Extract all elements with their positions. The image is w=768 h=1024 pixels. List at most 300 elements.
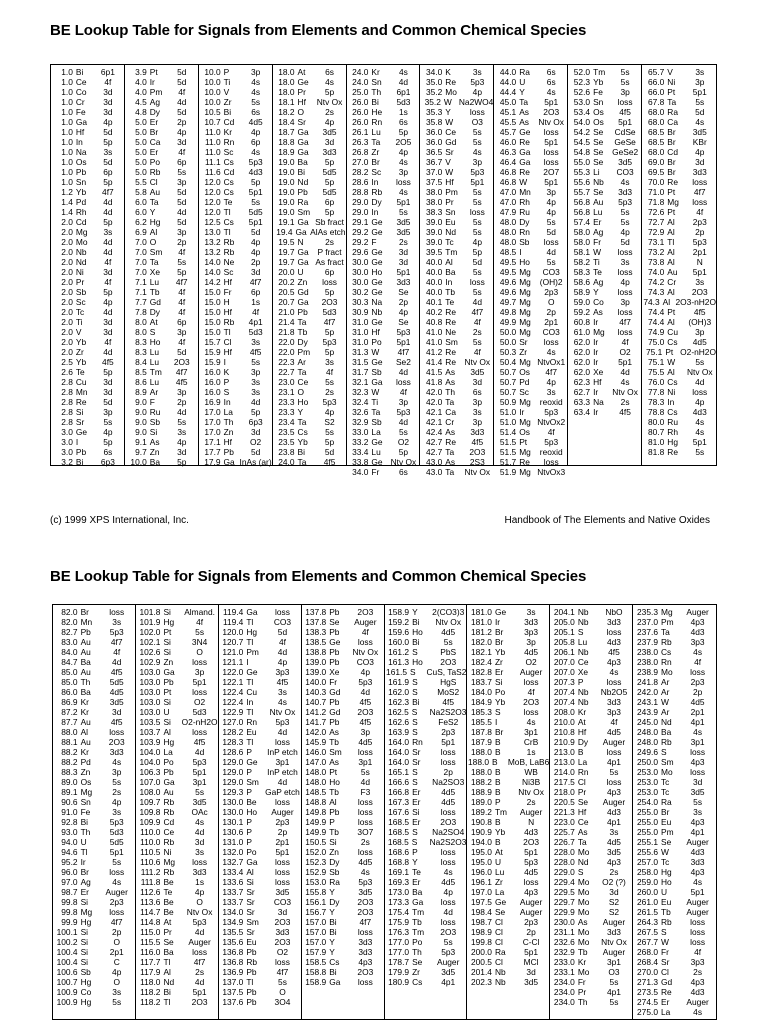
species-cell: O2	[619, 347, 631, 357]
binding-energy-cell: 2.0	[61, 247, 73, 257]
table-row	[219, 917, 301, 927]
table-row	[302, 837, 384, 847]
binding-energy-cell: 62.0	[573, 347, 591, 357]
binding-energy-cell: 187.9	[470, 737, 492, 747]
table-row	[385, 727, 467, 737]
binding-energy-cell: 75.1	[647, 357, 665, 367]
binding-energy-cell: 161.3	[388, 657, 410, 667]
binding-energy-cell: 62.0	[573, 357, 591, 367]
element-cell: Tb	[445, 287, 456, 297]
element-cell: Ga	[297, 217, 309, 227]
element-cell: Mn	[80, 617, 93, 627]
binding-energy-cell: 36.7	[425, 157, 443, 167]
binding-energy-cell: 19.1	[278, 217, 295, 227]
binding-energy-cell: 12.0	[204, 187, 221, 197]
element-cell: Rh	[667, 427, 678, 437]
table-row	[53, 647, 135, 657]
binding-energy-cell: 83.0	[61, 637, 78, 647]
element-cell: Mg	[519, 357, 531, 367]
table-row	[642, 167, 716, 177]
binding-energy-cell: 237.0	[637, 617, 658, 627]
element-cell: Pb	[329, 657, 340, 667]
binding-energy-cell: 38.0	[425, 187, 443, 197]
species-cell: 5p1	[692, 87, 707, 97]
species-cell: OAc	[191, 807, 208, 817]
binding-energy-cell: 200.5	[470, 957, 492, 967]
table-row	[568, 157, 641, 167]
table-row	[420, 447, 493, 457]
species-cell: 5s	[177, 417, 187, 427]
binding-energy-cell: 169.1	[388, 867, 410, 877]
species-cell: 2p3	[275, 817, 290, 827]
binding-energy-cell: 74.4	[647, 307, 665, 317]
table-row	[642, 197, 716, 207]
table-row	[550, 767, 632, 777]
species-cell: 3p	[695, 77, 705, 87]
binding-energy-cell: 120.0	[222, 627, 244, 637]
species-cell: Auger	[519, 667, 543, 677]
table-row	[550, 667, 632, 677]
table-column	[51, 65, 125, 465]
table-row	[219, 857, 301, 867]
element-cell: Zr	[494, 657, 503, 667]
element-cell: Pt	[667, 87, 676, 97]
binding-energy-cell: 2.5	[61, 357, 73, 367]
binding-energy-cell: 73.8	[647, 257, 665, 267]
species-cell: 4f5	[359, 717, 372, 727]
binding-energy-cell: 229.0	[553, 867, 575, 877]
element-cell: Zr	[494, 877, 503, 887]
binding-energy-cell: 181.0	[470, 607, 492, 617]
element-cell: Tb	[577, 947, 588, 957]
binding-energy-cell: 76.0	[647, 377, 665, 387]
element-cell: Ce	[445, 127, 457, 137]
table-row	[642, 417, 716, 427]
element-cell: Pt	[665, 347, 674, 357]
species-cell: 4p3	[690, 757, 705, 767]
element-cell: Co	[593, 297, 604, 307]
table-row	[219, 637, 301, 647]
species-cell: loss	[543, 147, 559, 157]
element-cell: Cd	[163, 817, 175, 827]
species-cell: loss	[192, 947, 208, 957]
species-cell: 4s	[546, 87, 556, 97]
element-cell: Se	[329, 617, 340, 627]
binding-energy-cell: 51.0	[499, 417, 517, 427]
element-cell: Sn	[593, 97, 604, 107]
binding-energy-cell: 2.0	[61, 337, 73, 347]
table-row	[568, 237, 641, 247]
table-row	[633, 717, 716, 727]
table-row	[633, 807, 716, 817]
species-cell: 4d3	[690, 627, 705, 637]
species-cell: Auger	[686, 907, 709, 917]
table-row	[550, 977, 632, 987]
table-row	[420, 457, 493, 467]
element-cell: Mg	[163, 857, 176, 867]
binding-energy-cell: 139.0	[305, 667, 327, 677]
table-row	[633, 917, 716, 927]
species-cell: 3d3	[109, 747, 124, 757]
element-cell: Bi	[329, 917, 337, 927]
binding-energy-cell: 253.0	[637, 787, 658, 797]
element-cell: Cu	[246, 687, 258, 697]
binding-energy-cell: 229.9	[553, 907, 575, 917]
element-cell: Eu	[660, 897, 672, 907]
binding-energy-cell: 18.4	[278, 117, 295, 127]
binding-energy-cell: 148.8	[305, 797, 327, 807]
table-row	[633, 667, 716, 677]
species-cell: 2p	[443, 767, 453, 777]
table-row	[125, 157, 198, 167]
binding-energy-cell: 148.0	[305, 777, 327, 787]
binding-energy-cell: 65.7	[647, 67, 665, 77]
binding-energy-cell: 248.0	[637, 737, 658, 747]
binding-energy-cell: 7.1	[135, 287, 147, 297]
binding-energy-cell: 158.9	[305, 977, 327, 987]
binding-energy-cell: 10.7	[204, 117, 221, 127]
species-cell: 4d	[360, 777, 370, 787]
binding-energy-cell: 120.7	[222, 637, 244, 647]
species-cell: 4f	[278, 637, 286, 647]
element-cell: Rb	[371, 187, 383, 197]
species-cell: 2p	[692, 687, 703, 697]
binding-energy-cell: 5.0	[135, 157, 147, 167]
binding-energy-cell: 102.1	[139, 637, 161, 647]
element-cell: Kr	[371, 67, 380, 77]
element-cell: Hf	[297, 97, 306, 107]
element-cell: Nd	[660, 717, 672, 727]
binding-energy-cell: 164.0	[388, 757, 410, 767]
binding-energy-cell: 89.1	[61, 787, 78, 797]
element-cell: Xe	[593, 367, 604, 377]
element-cell: Zr	[75, 347, 84, 357]
element-cell: Th	[80, 827, 91, 837]
species-cell: 6p3	[248, 417, 263, 427]
table-row	[51, 87, 124, 97]
table-row	[420, 177, 493, 187]
species-cell: 4s	[195, 817, 205, 827]
species-cell: 3s	[177, 427, 187, 437]
binding-energy-cell: 255.6	[637, 847, 658, 857]
element-cell: He	[371, 107, 383, 117]
table-row	[125, 397, 198, 407]
species-cell: 5p1	[275, 847, 290, 857]
table-row	[125, 357, 198, 367]
binding-energy-cell: 2.8	[61, 417, 73, 427]
species-cell: loss	[192, 687, 208, 697]
element-cell: Al	[80, 727, 89, 737]
species-cell: loss	[275, 607, 290, 617]
table-row	[494, 267, 567, 277]
species-cell: 6p	[250, 287, 261, 297]
table-row	[494, 97, 567, 107]
element-cell: Sm	[329, 747, 342, 757]
element-cell: Ta	[577, 837, 587, 847]
table-row	[385, 807, 467, 817]
binding-energy-cell: 19.4	[276, 227, 293, 237]
element-cell: Yb	[75, 337, 87, 347]
table-column	[568, 65, 642, 465]
table-row	[642, 217, 716, 227]
binding-energy-cell: 130.6	[222, 827, 244, 837]
table-row	[199, 437, 272, 447]
element-cell: Te	[412, 867, 421, 877]
binding-energy-cell: 23.3	[278, 397, 295, 407]
species-cell: 3d3	[322, 147, 337, 157]
species-cell: 4s	[251, 77, 261, 87]
species-cell: 5p	[103, 287, 113, 297]
species-cell: 4f	[178, 147, 186, 157]
species-cell: 5d	[103, 127, 113, 137]
element-cell: Tm	[149, 367, 162, 377]
species-cell: 3d	[103, 317, 113, 327]
binding-energy-cell: 204.1	[553, 607, 575, 617]
element-cell: Kr	[80, 707, 89, 717]
binding-energy-cell: 1.0	[61, 177, 73, 187]
table-row	[347, 397, 420, 407]
table-row	[568, 317, 641, 327]
table-row	[568, 277, 641, 287]
binding-energy-cell: 18.7	[278, 127, 295, 137]
species-cell: Ntv Ox	[316, 97, 343, 107]
species-cell: 4d	[194, 977, 205, 987]
binding-energy-cell: 6.9	[135, 227, 147, 237]
element-cell: Ge	[371, 287, 383, 297]
element-cell: Br	[660, 807, 670, 817]
binding-energy-cell: 175.9	[388, 917, 410, 927]
species-cell: 5s	[103, 417, 113, 427]
binding-energy-cell: 182.4	[470, 657, 492, 667]
binding-energy-cell: 136.8	[222, 947, 244, 957]
species-cell: 4p	[250, 127, 261, 137]
element-cell: Nb	[494, 967, 506, 977]
element-cell: Ta	[660, 627, 670, 637]
element-cell: Ba	[660, 727, 672, 737]
table-row	[494, 297, 567, 307]
binding-energy-cell: 35.2	[425, 87, 443, 97]
table-row	[53, 937, 135, 947]
table-row	[467, 647, 549, 657]
table-column	[467, 605, 550, 1019]
binding-energy-cell: 254.0	[637, 797, 658, 807]
table-row	[385, 817, 467, 827]
species-cell: 3p3	[690, 957, 705, 967]
species-cell: O	[196, 647, 203, 657]
table-row	[53, 617, 135, 627]
element-cell: Gd	[297, 287, 309, 297]
species-cell: O3	[471, 117, 483, 127]
species-cell: 4s	[251, 87, 261, 97]
element-cell: Bi	[80, 817, 89, 827]
binding-energy-cell: 102.6	[139, 647, 161, 657]
species-cell: 4p1	[606, 817, 621, 827]
binding-energy-cell: 42.0	[425, 387, 443, 397]
species-cell: 3d	[177, 447, 187, 457]
element-cell: Tl	[223, 327, 231, 337]
binding-energy-cell: 32.3	[352, 387, 369, 397]
element-cell: Te	[593, 267, 602, 277]
species-cell: 4f7	[175, 367, 188, 377]
table-row	[347, 257, 420, 267]
element-cell: Y	[329, 907, 335, 917]
element-cell: Br	[667, 157, 676, 167]
element-cell: Mo	[577, 847, 590, 857]
element-cell: Ta	[445, 397, 455, 407]
table-row	[494, 177, 567, 187]
binding-energy-cell: 273.5	[637, 987, 658, 997]
element-cell: Si	[163, 637, 171, 647]
element-cell: P	[329, 817, 335, 827]
species-cell: 5p	[103, 367, 113, 377]
table-row	[51, 437, 124, 447]
binding-energy-cell: 135.6	[222, 937, 244, 947]
binding-energy-cell: 122.1	[222, 677, 244, 687]
binding-energy-cell: 23.5	[278, 427, 295, 437]
species-cell: loss	[523, 877, 539, 887]
table-row	[642, 77, 716, 87]
binding-energy-cell: 8.9	[135, 387, 147, 397]
binding-energy-cell: 6.2	[135, 217, 147, 227]
species-cell: 5p1	[192, 987, 207, 997]
table-row	[568, 97, 641, 107]
table-row	[219, 927, 301, 937]
table-row	[136, 907, 218, 917]
element-cell: Mg	[660, 607, 673, 617]
binding-energy-cell: 100.9	[56, 997, 78, 1007]
element-cell: Br	[667, 127, 676, 137]
element-cell: As	[329, 757, 339, 767]
species-cell: CO3	[356, 657, 374, 667]
element-cell: Al	[667, 247, 675, 257]
species-cell: 3s	[112, 987, 122, 997]
element-cell: Hf	[75, 127, 85, 137]
element-cell: V	[445, 157, 451, 167]
table-row	[568, 107, 641, 117]
binding-energy-cell: 70.0	[647, 177, 665, 187]
species-cell: GeSe2	[612, 147, 639, 157]
species-cell: Ni3B	[522, 777, 541, 787]
table-row	[494, 357, 567, 367]
binding-energy-cell: 92.8	[61, 817, 78, 827]
table-row	[136, 847, 218, 857]
table-row	[550, 777, 632, 787]
table-row	[420, 357, 493, 367]
element-cell: Ra	[667, 107, 678, 117]
species-cell: O2	[194, 697, 206, 707]
element-cell: Ra	[297, 197, 309, 207]
table-row	[385, 687, 467, 697]
species-cell: 4p	[360, 667, 370, 677]
species-cell: 5p1	[618, 117, 633, 127]
table-row	[273, 367, 346, 377]
binding-energy-cell: 38.3	[425, 207, 443, 217]
species-cell: loss	[617, 247, 633, 257]
binding-energy-cell: 255.0	[637, 827, 658, 837]
species-cell: 5p1	[544, 177, 559, 187]
table-row	[136, 667, 218, 677]
element-cell: Eu	[246, 727, 257, 737]
species-cell: Auger	[354, 617, 377, 627]
table-row	[302, 677, 384, 687]
copyright-footer: (c) 1999 XPS International, Inc.	[50, 515, 189, 526]
binding-energy-cell: 61.0	[573, 327, 591, 337]
element-cell: Ge	[371, 277, 383, 287]
element-cell: Cs	[297, 427, 308, 437]
element-cell: Na	[75, 147, 87, 157]
species-cell: 5d5	[322, 187, 337, 197]
element-cell: Al	[329, 797, 337, 807]
table-row	[53, 717, 135, 727]
binding-energy-cell: 44.0	[499, 67, 517, 77]
element-cell: Tb	[329, 787, 339, 797]
species-cell: 1s	[526, 747, 536, 757]
binding-energy-cell: 10.0	[204, 77, 221, 87]
element-cell: U	[519, 77, 526, 87]
table-row	[219, 977, 301, 987]
species-cell: 4p	[546, 197, 556, 207]
binding-energy-cell: 157.0	[305, 917, 327, 927]
species-cell: 4s	[695, 117, 705, 127]
binding-energy-cell: 237.9	[637, 637, 658, 647]
element-cell: Ge	[329, 637, 341, 647]
element-cell: Re	[445, 77, 457, 87]
binding-energy-cell: 130.1	[222, 817, 244, 827]
table-row	[642, 317, 716, 327]
element-cell: Ta	[371, 407, 381, 417]
species-cell: 4s	[399, 157, 408, 167]
species-cell: 5d	[103, 157, 113, 167]
binding-energy-cell: 40.1	[425, 297, 443, 307]
table-row	[642, 117, 716, 127]
table-row	[273, 297, 346, 307]
species-cell: 3d	[472, 377, 482, 387]
species-cell: 4p3	[690, 617, 705, 627]
binding-energy-cell: 32.4	[352, 397, 369, 407]
table-row	[550, 687, 632, 697]
table-row	[219, 647, 301, 657]
element-cell: Nd	[163, 977, 175, 987]
binding-energy-cell: 19.0	[278, 187, 295, 197]
element-cell: In	[445, 277, 453, 287]
species-cell: loss	[357, 927, 373, 937]
species-cell: 4p	[695, 147, 705, 157]
element-cell: At	[149, 317, 158, 327]
binding-energy-cell: 49.5	[499, 267, 517, 277]
table-row	[219, 627, 301, 637]
table-row	[199, 177, 272, 187]
binding-energy-cell: 136.8	[222, 957, 244, 967]
element-cell: Th	[412, 947, 422, 957]
table-row	[273, 67, 346, 77]
binding-energy-cell: 29.0	[352, 197, 369, 207]
species-cell: Auger	[602, 737, 626, 747]
table-row	[420, 227, 493, 237]
species-cell: 5s	[195, 787, 205, 797]
table-row	[385, 827, 467, 837]
species-cell: 4s	[620, 177, 630, 187]
species-cell: 5p1	[396, 337, 411, 347]
table-row	[467, 897, 549, 907]
table-row	[420, 197, 493, 207]
binding-energy-cell: 9.7	[135, 447, 147, 457]
species-cell: 2O3	[173, 357, 190, 367]
binding-energy-cell: 132.7	[222, 857, 244, 867]
element-cell: Lu	[371, 447, 381, 457]
species-cell: 3s	[472, 407, 482, 417]
table-row	[467, 977, 549, 987]
species-cell: O	[196, 897, 203, 907]
